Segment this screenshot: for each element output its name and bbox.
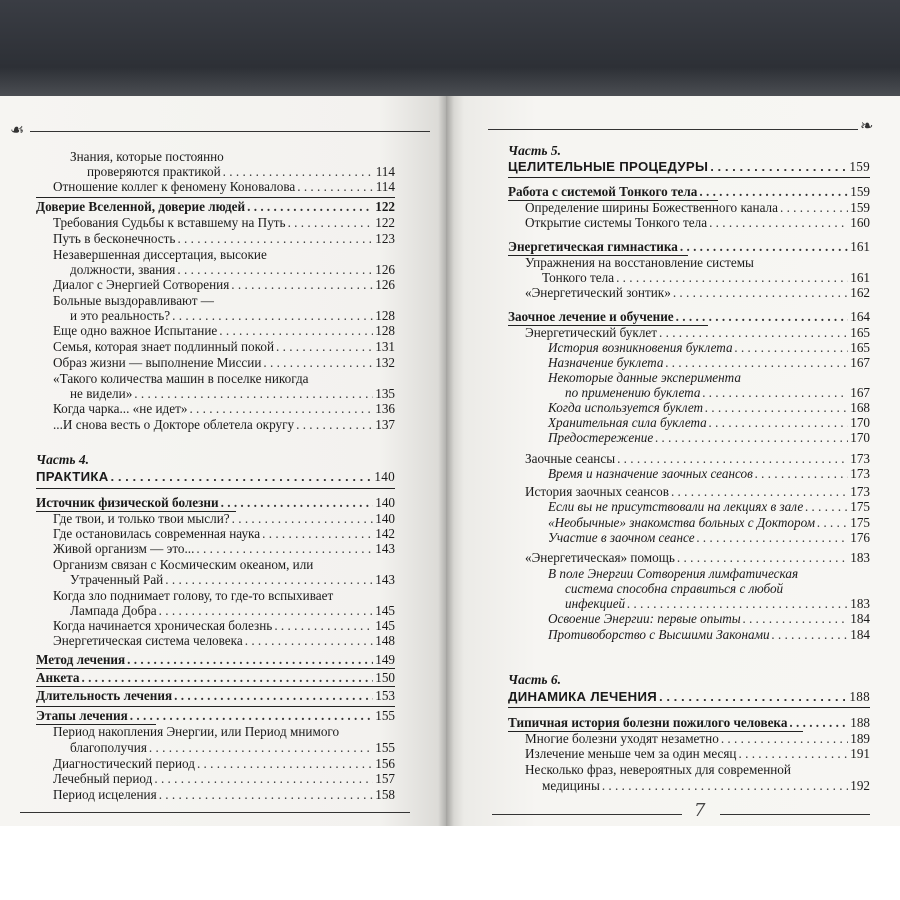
toc-entry: благополучия . . . 155 (70, 740, 395, 755)
page-number: 7 (694, 800, 706, 821)
toc-entry: Энергетический буклет . . . 165 (525, 325, 870, 340)
section-rule (36, 668, 395, 669)
toc-entry: Время и назначение заочных сеансов . . . 173 (548, 466, 870, 481)
part-label: Часть 5. (508, 143, 562, 158)
scanner-background (0, 0, 900, 96)
toc-entry: Хранительная сила буклета . . . 170 (548, 415, 870, 430)
toc-entry: медицины . . . 192 (542, 778, 870, 793)
toc-entry: Излечение меньше чем за один месяц . . . 191 (525, 746, 870, 761)
footer-rule-right-2 (720, 814, 870, 815)
toc-entry: Путь в бесконечность . . . 123 (53, 231, 395, 246)
toc-entry: Противоборство с Высшими Законами . . . 184 (548, 627, 870, 642)
toc-entry: Диалог с Энергией Сотворения . . . 126 (53, 277, 395, 292)
toc-entry: «Необычные» знакомства больных с Доктором . . . 175 (548, 515, 870, 530)
book-gutter (438, 96, 454, 826)
toc-entry: Лечебный период . . . 157 (53, 771, 395, 786)
ornament-curl-icon: ☙ (10, 120, 25, 139)
toc-entry: Когда используется буклет . . . 168 (548, 400, 870, 415)
toc-entry: Живой организм — это... . . . 143 (53, 541, 395, 556)
toc-entry: Лампада Добра . . . 145 (70, 603, 395, 618)
toc-entry: Где остановилась современная наука . . . 142 (53, 526, 395, 541)
toc-entry: Еще одно важное Испытание . . . 128 (53, 323, 395, 338)
toc-entry: В поле Энергии Сотворения лимфатическая (548, 566, 799, 581)
toc-entry: и это реальность? . . . 128 (70, 308, 395, 323)
part-title: ДИНАМИКА ЛЕЧЕНИЯ . . . 188 (508, 689, 870, 704)
toc-entry: система способна справиться с любой (565, 581, 784, 596)
toc-entry: по применению буклета . . . 167 (565, 385, 870, 400)
toc-entry: «Такого количества машин в поселке никогда (53, 371, 309, 386)
toc-entry: Участие в заочном сеансе . . . 176 (548, 530, 870, 545)
part-rule (508, 707, 870, 708)
toc-entry: Организм связан с Космическим океаном, или (53, 557, 314, 572)
toc-entry: Определение ширины Божественного канала . . . 159 (525, 200, 870, 215)
toc-entry: Знания, которые постоянно (70, 149, 224, 164)
part-rule (508, 177, 870, 178)
header-rule-right (488, 129, 858, 130)
toc-entry: не видели» . . . 135 (70, 386, 395, 401)
toc-entry: Когда чарка... «не идет» . . . 136 (53, 401, 395, 416)
footer-rule-right (492, 814, 682, 815)
part-title: ЦЕЛИТЕЛЬНЫЕ ПРОЦЕДУРЫ . . . 159 (508, 159, 870, 174)
toc-entry: Где твои, и только твои мысли? . . . 140 (53, 511, 395, 526)
toc-entry: Предостережение . . . 170 (548, 430, 870, 445)
toc-section: Заочное лечение и обучение . . . 164 (508, 309, 870, 324)
toc-entry: Больные выздоравливают — (53, 293, 214, 308)
toc-entry: Период накопления Энергии, или Период мнимого (53, 724, 340, 739)
toc-entry: Период исцеления . . . 158 (53, 787, 395, 802)
footer-rule-left (20, 812, 410, 813)
toc-entry: инфекцией . . . 183 (565, 596, 870, 611)
toc-section: Работа с системой Тонкого тела . . . 159 (508, 184, 870, 199)
toc-entry: должности, звания . . . 126 (70, 262, 395, 277)
toc-entry: Если вы не присутствовали на лекциях в зале . . . 175 (548, 499, 870, 514)
toc-section: Доверие Вселенной, доверие людей . . . 122 (36, 199, 395, 214)
section-rule (36, 686, 395, 687)
toc-entry: Энергетическая система человека . . . 148 (53, 633, 395, 648)
toc-entry: ...И снова весть о Докторе облетела округу . . . 137 (53, 417, 395, 432)
toc-entry: Освоение Энергии: первые опыты . . . 184 (548, 611, 870, 626)
toc-entry: Незавершенная диссертация, высокие (53, 247, 267, 262)
toc-entry: Назначение буклета . . . 167 (548, 355, 870, 370)
toc-entry: Утраченный Рай . . . 143 (70, 572, 395, 587)
toc-entry: Семья, которая знает подлинный покой . . . 131 (53, 339, 395, 354)
toc-section: Метод лечения . . . 149 (36, 652, 395, 667)
page-bottom-margin (0, 826, 900, 900)
toc-entry: Диагностический период . . . 156 (53, 756, 395, 771)
toc-section: Анкета . . . 150 (36, 670, 395, 685)
toc-entry: Упражнения на восстановление системы (525, 255, 754, 270)
part-label: Часть 4. (36, 452, 90, 467)
toc-entry: Требования Судьбы к вставшему на Путь . . . 122 (53, 215, 395, 230)
toc-entry: «Энергетический зонтик» . . . 162 (525, 285, 870, 300)
toc-entry: Когда начинается хроническая болезнь . . . 145 (53, 618, 395, 633)
toc-entry: Тонкого тела . . . 161 (542, 270, 870, 285)
header-rule-left (30, 131, 430, 132)
part-label: Часть 6. (508, 672, 562, 687)
toc-entry: Заочные сеансы . . . 173 (525, 451, 870, 466)
toc-section: Этапы лечения . . . 155 (36, 708, 395, 723)
toc-entry: История заочных сеансов . . . 173 (525, 484, 870, 499)
toc-entry: проверяются практикой . . . 114 (87, 164, 395, 179)
toc-section: Длительность лечения . . . 153 (36, 688, 395, 703)
part-title: ПРАКТИКА . . . 140 (36, 469, 395, 484)
toc-entry: Образ жизни — выполнение Миссии . . . 132 (53, 355, 395, 370)
toc-entry: Несколько фраз, невероятных для современной (525, 762, 791, 777)
toc-entry: Когда зло поднимает голову, то где-то вспыхивает (53, 588, 334, 603)
toc-entry: История возникновения буклета . . . 165 (548, 340, 870, 355)
section-rule (36, 706, 395, 707)
toc-entry: «Энергетическая» помощь . . . 183 (525, 550, 870, 565)
toc-section: Типичная история болезни пожилого человека . . . 188 (508, 715, 870, 730)
toc-entry: Некоторые данные эксперимента (548, 370, 741, 385)
toc-entry: Отношение коллег к феномену Коновалова . . . 114 (53, 179, 395, 194)
toc-section: Источник физической болезни . . . 140 (36, 495, 395, 510)
part-rule (36, 488, 395, 489)
toc-section: Энергетическая гимнастика . . . 161 (508, 239, 870, 254)
toc-entry: Многие болезни уходят незаметно . . . 189 (525, 731, 870, 746)
ornament-curl-icon: ❧ (860, 116, 874, 135)
section-rule (36, 197, 395, 198)
toc-entry: Открытие системы Тонкого тела . . . 160 (525, 215, 870, 230)
